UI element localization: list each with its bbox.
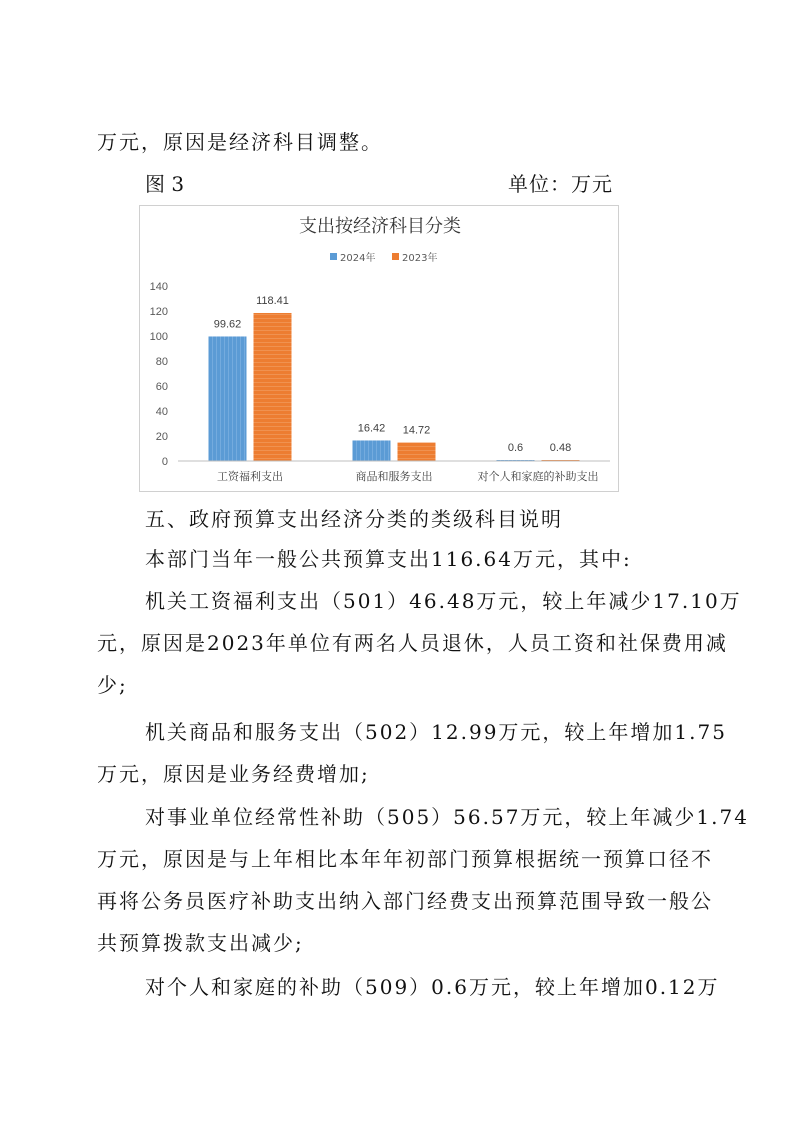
paragraph-line: 对事业单位经常性补助（505）56.57万元，较上年减少1.74 xyxy=(145,805,749,829)
bar xyxy=(398,443,436,461)
x-category-label: 商品和服务支出 xyxy=(355,470,433,483)
figure-label: 图 3 xyxy=(145,172,185,196)
data-label: 99.62 xyxy=(213,318,242,331)
y-tick-label: 140 xyxy=(149,281,168,293)
x-axis xyxy=(178,461,610,483)
bar xyxy=(209,336,247,461)
legend-label: 2023年 xyxy=(402,253,438,264)
paragraph-line: 机关工资福利支出（501）46.48万元，较上年减少17.10万 xyxy=(145,589,742,613)
bar-chart xyxy=(140,206,620,493)
data-label: 118.41 xyxy=(256,294,289,307)
chart-container xyxy=(139,205,619,492)
unit-label: 单位：万元 xyxy=(508,172,613,196)
y-axis xyxy=(150,281,168,468)
paragraph-line: 机关商品和服务支出（502）12.99万元，较上年增加1.75 xyxy=(145,720,727,744)
chart-bars xyxy=(209,295,580,461)
paragraph-line: 万元，原因是业务经费增加; xyxy=(97,762,370,786)
x-category-label: 工资福利支出 xyxy=(217,470,283,483)
legend-swatch xyxy=(330,253,337,260)
text-line-top: 万元，原因是经济科目调整。 xyxy=(97,130,383,154)
bar xyxy=(254,313,292,461)
data-label: 16.42 xyxy=(357,422,386,435)
paragraph-line: 万元，原因是与上年相比本年年初部门预算根据统一预算口径不 xyxy=(97,847,713,871)
data-label: 14.72 xyxy=(402,424,431,437)
data-label: 0.48 xyxy=(549,442,572,454)
y-tick-label: 80 xyxy=(155,356,168,368)
chart-title: 支出按经济科目分类 xyxy=(299,216,461,237)
section-heading: 五、政府预算支出经济分类的类级科目说明 xyxy=(145,507,563,531)
y-tick-label: 60 xyxy=(155,381,168,393)
chart-legend xyxy=(330,251,437,264)
paragraph-line: 元，原因是2023年单位有两名人员退休，人员工资和社保费用减 xyxy=(97,631,728,655)
y-tick-label: 120 xyxy=(149,306,168,318)
y-tick-label: 20 xyxy=(155,431,168,443)
y-tick-label: 40 xyxy=(155,406,168,418)
data-label: 0.6 xyxy=(507,442,524,454)
legend-label: 2024年 xyxy=(340,253,376,264)
legend-swatch xyxy=(392,253,399,260)
paragraph-line: 再将公务员医疗补助支出纳入部门经费支出预算范围导致一般公 xyxy=(97,889,713,913)
paragraph-line: 少; xyxy=(97,673,128,697)
paragraph-line: 共预算拨款支出减少; xyxy=(97,931,304,955)
y-tick-label: 0 xyxy=(161,456,168,468)
paragraph-line: 本部门当年一般公共预算支出116.64万元，其中: xyxy=(145,547,632,571)
y-tick-label: 100 xyxy=(149,331,168,343)
paragraph-line: 对个人和家庭的补助（509）0.6万元，较上年增加0.12万 xyxy=(145,975,720,999)
bar xyxy=(353,440,391,461)
x-category-label: 对个人和家庭的补助支出 xyxy=(477,470,599,483)
